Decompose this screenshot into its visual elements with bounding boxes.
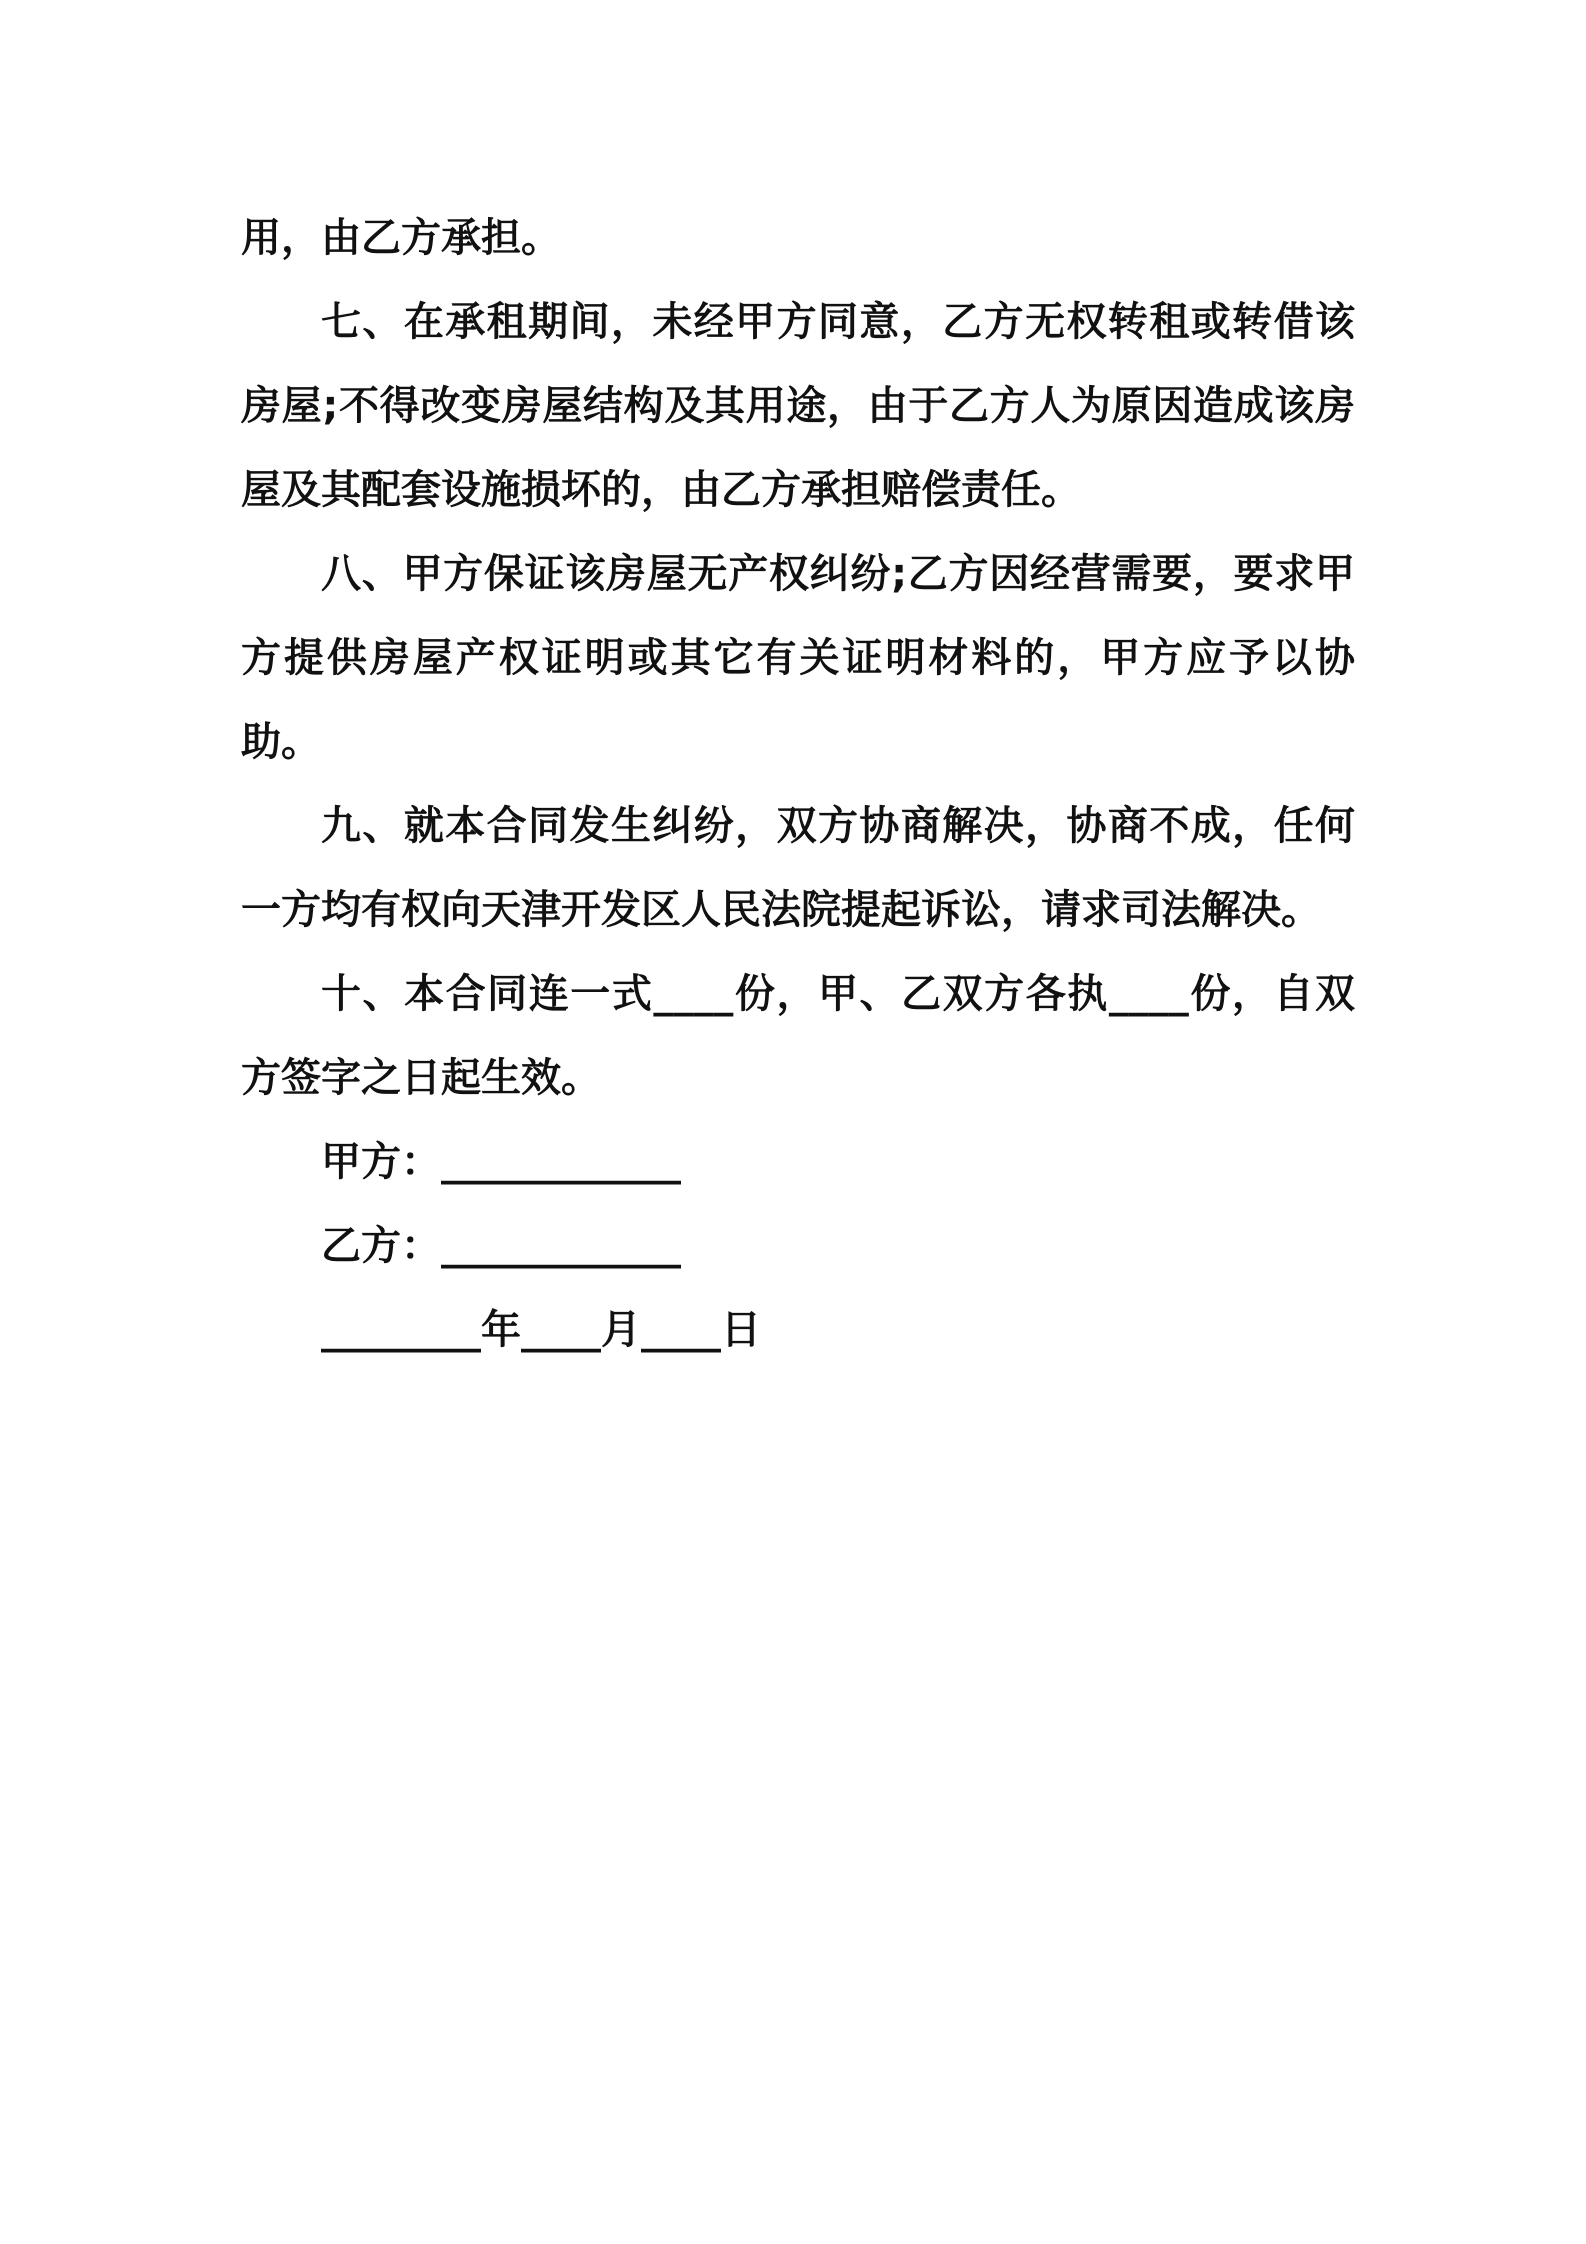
date-line: ________年____月____日: [321, 1307, 761, 1353]
party-b-signature-line: 乙方：____________: [321, 1223, 681, 1269]
party-a-signature-line: 甲方：____________: [321, 1139, 681, 1185]
clause-10: 十、本合同连一式____份，甲、乙双方各执____份，自双方签字之日起生效。: [241, 971, 1355, 1101]
clause-9: 九、就本合同发生纠纷，双方协商解决，协商不成，任何一方均有权向天津开发区人民法院提起诉讼，请求司法解决。: [241, 803, 1355, 933]
paragraph-continuation: 用，由乙方承担。: [241, 215, 561, 261]
clause-7: 七、在承租期间，未经甲方同意，乙方无权转租或转借该房屋;不得改变房屋结构及其用途，由于乙方人为原因造成该房屋及其配套设施损坏的，由乙方承担赔偿责任。: [241, 299, 1355, 513]
contract-body: [241, 196, 1355, 1372]
clause-8: 八、甲方保证该房屋无产权纠纷;乙方因经营需要，要求甲方提供房屋产权证明或其它有关证明材料的，甲方应予以协助。: [241, 551, 1355, 765]
